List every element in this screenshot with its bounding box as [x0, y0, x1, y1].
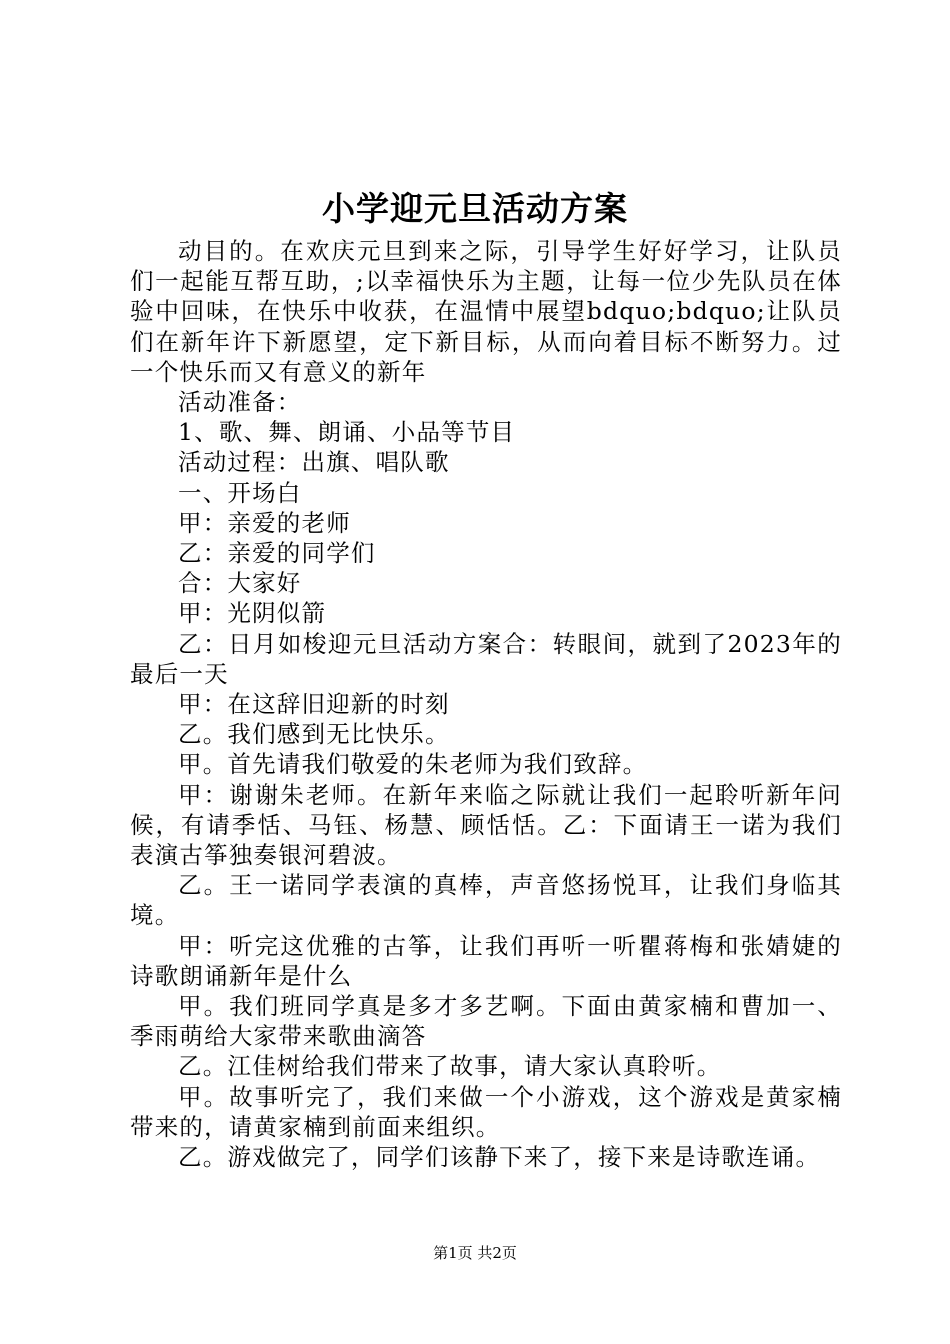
paragraph: 乙：日月如梭迎元旦活动方案合：转眼间，就到了2023年的最后一天 — [130, 629, 842, 688]
paragraph: 活动准备： — [178, 388, 302, 417]
paragraph: 甲。故事听完了，我们来做一个小游戏，这个游戏是黄家楠带来的，请黄家楠到前面来组织。 — [130, 1082, 842, 1141]
paragraph: 甲。首先请我们敬爱的朱老师为我们致辞。 — [178, 750, 648, 779]
paragraph: 甲：亲爱的老师 — [178, 508, 351, 537]
paragraph: 乙。王一诺同学表演的真棒，声音悠扬悦耳，让我们身临其境。 — [130, 871, 842, 930]
paragraph: 乙。江佳树给我们带来了故事，请大家认真聆听。 — [178, 1052, 722, 1081]
paragraph: 合：大家好 — [178, 569, 302, 598]
paragraph: 甲：谢谢朱老师。在新年来临之际就让我们一起聆听新年问候，有请季恬、马钰、杨慧、顾恬恬。乙：下面请王一诺为我们表演古筝独奏银河碧波。 — [130, 780, 842, 870]
paragraph: 乙：亲爱的同学们 — [178, 539, 376, 568]
paragraph: 甲：光阴似箭 — [178, 599, 327, 628]
paragraph: 活动过程：出旗、唱队歌 — [178, 448, 450, 477]
paragraph: 一、开场白 — [178, 478, 302, 507]
document-body — [130, 236, 842, 1172]
paragraph: 动目的。在欢庆元旦到来之际，引导学生好好学习，让队员们一起能互帮互助，;以幸福快乐为主题，让每一位少先队员在体验中回味，在快乐中收获，在温情中展望bdquo;bdquo;让队员们在新年许下新愿望，定下新目标，从而向着目标不断努力。过一个快乐而又有意义的新年 — [130, 237, 842, 386]
paragraph: 乙。游戏做完了，同学们该静下来了，接下来是诗歌连诵。 — [178, 1143, 821, 1172]
paragraph: 甲。我们班同学真是多才多艺啊。下面由黄家楠和曹加一、季雨萌给大家带来歌曲滴答 — [130, 992, 842, 1051]
document-title: 小学迎元旦活动方案 — [322, 189, 628, 228]
paragraph: 甲：在这辞旧迎新的时刻 — [178, 690, 450, 719]
paragraph: 甲：听完这优雅的古筝，让我们再听一听瞿蒋梅和张婧婕的诗歌朗诵新年是什么 — [130, 931, 842, 990]
paragraph: 1、歌、舞、朗诵、小品等节目 — [178, 418, 516, 447]
page-footer: 第1页 共2页 — [433, 1244, 517, 1262]
paragraph: 乙。我们感到无比快乐。 — [178, 720, 450, 749]
